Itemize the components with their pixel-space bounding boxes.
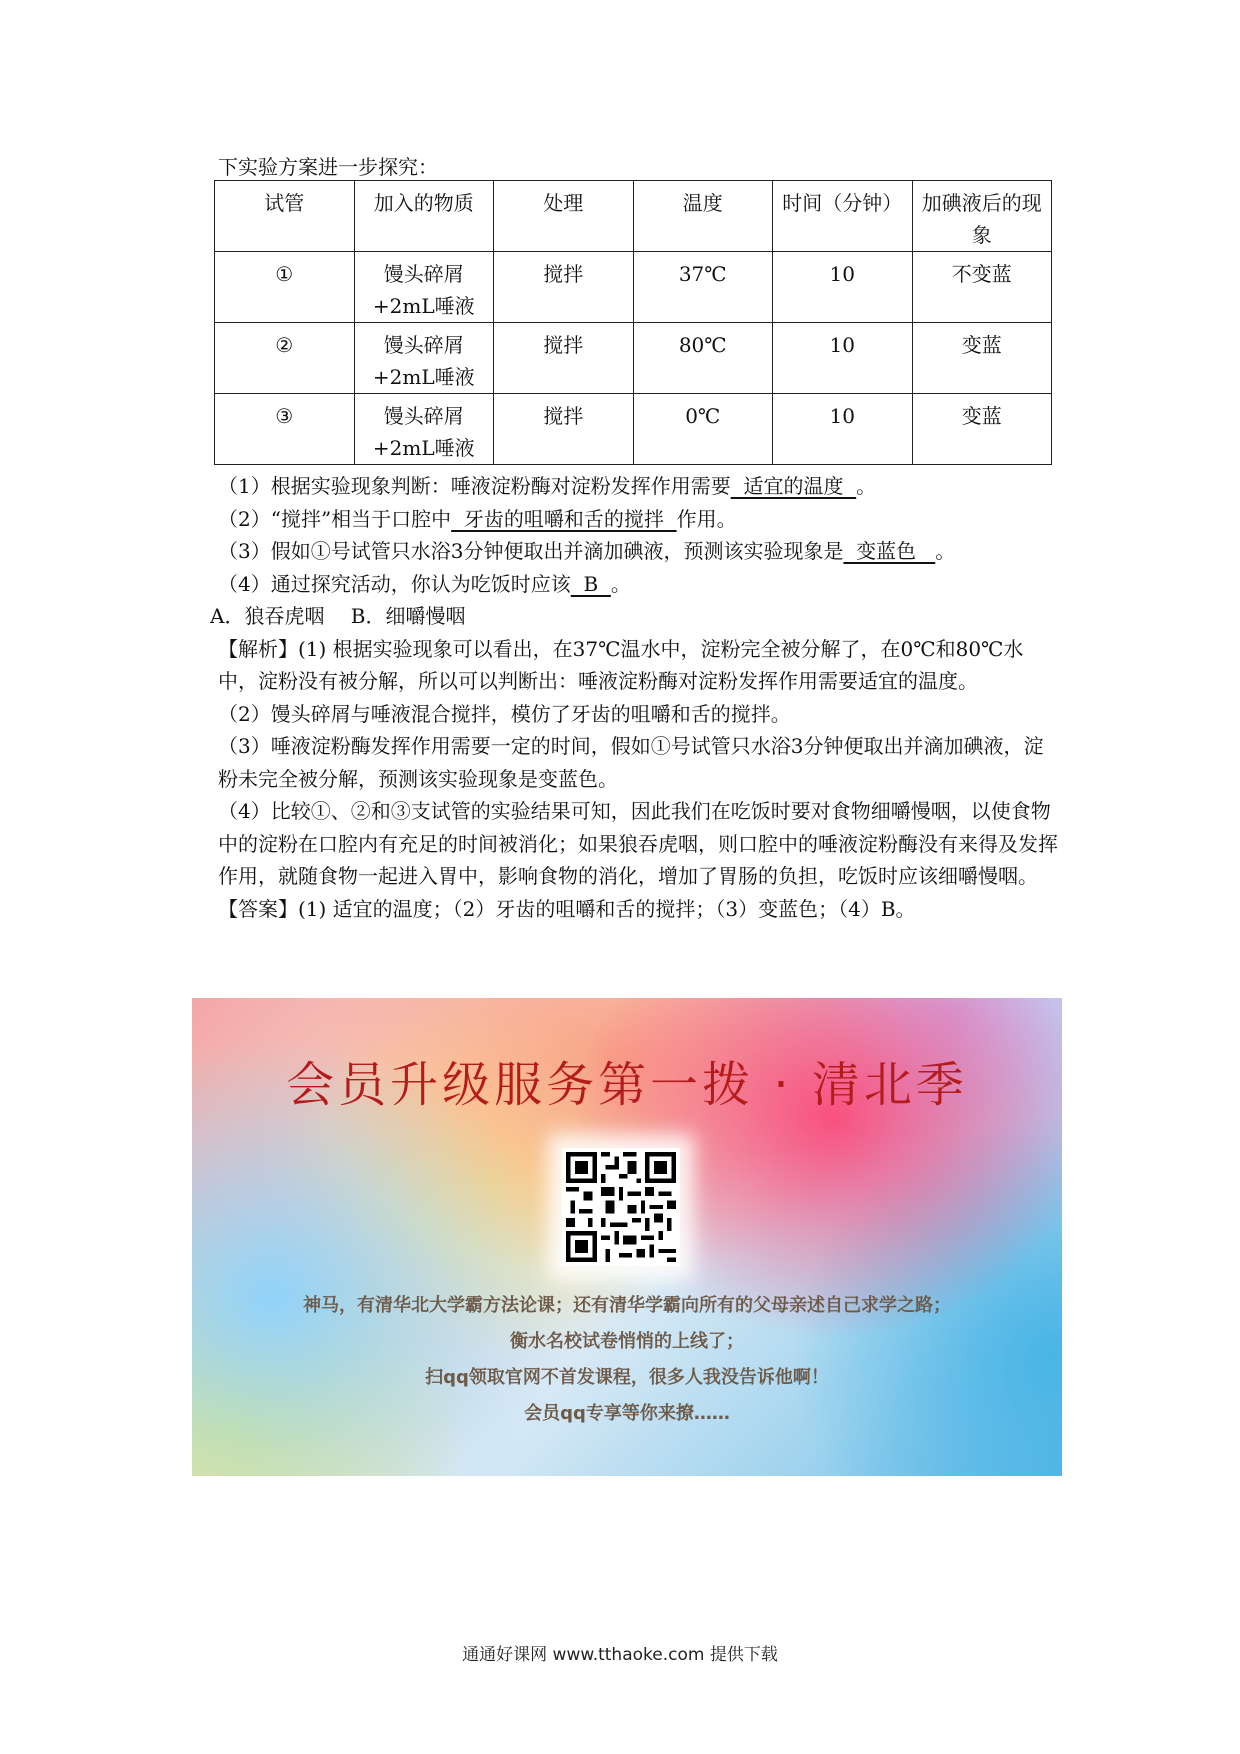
promo-banner xyxy=(192,998,1062,1476)
question-4-options: A．狼吞虎咽 B．细嚼慢咽 xyxy=(210,604,466,628)
table-header-cell: 试管 xyxy=(215,181,355,252)
question-3-answer-blank: 变蓝色 xyxy=(843,539,936,563)
table-cell: 馒头碎屑+2mL唾液 xyxy=(354,323,494,394)
question-3-end: 。 xyxy=(935,539,956,563)
banner-title: 会员升级服务第一拨 · 清北季 xyxy=(286,1057,968,1113)
analysis-paragraph-3: （3）唾液淀粉酶发挥作用需要一定的时间，假如①号试管只水浴3分钟便取出并滴加碘液，淀粉未完全被分解，预测该实验现象是变蓝色。 xyxy=(218,734,1044,791)
table-cell: 搅拌 xyxy=(494,394,634,465)
table-cell: 80℃ xyxy=(633,323,773,394)
question-2-answer-blank: 牙齿的咀嚼和舌的搅拌 xyxy=(451,506,677,531)
table-cell: ② xyxy=(215,323,355,394)
table-header-row xyxy=(215,181,1052,252)
footer-credit: 通通好课网 www.tthaoke.com 提供下载 xyxy=(462,1645,778,1665)
banner-line: 衡水名校试卷悄悄的上线了； xyxy=(510,1331,744,1352)
analysis-paragraph-4: （4）比较①、②和③支试管的实验结果可知，因此我们在吃饭时要对食物细嚼慢咽，以使食物中的淀粉在口腔内有充足的时间被消化；如果狼吞虎咽，则口腔中的唾液淀粉酶没有来得及发挥作用，就随食物一起进入胃中，影响食物的消化，增加了胃肠的负担，吃饭时应该细嚼慢咽。 xyxy=(218,799,1058,888)
table-cell: 搅拌 xyxy=(494,323,634,394)
table-cell: 搅拌 xyxy=(494,252,634,323)
table-cell: ③ xyxy=(215,394,355,465)
question-4-answer-blank: B xyxy=(570,571,611,596)
question-1 xyxy=(218,470,1058,503)
table-cell: 10 xyxy=(773,394,913,465)
table-header-cell: 加入的物质 xyxy=(354,181,494,252)
question-3 xyxy=(218,535,1058,568)
banner-text-lines xyxy=(192,1288,1062,1432)
table-row xyxy=(215,323,1052,394)
question-2-text: （2）“搅拌”相当于口腔中 xyxy=(218,506,452,531)
question-4 xyxy=(218,568,1058,601)
intro-text: 下实验方案进一步探究： xyxy=(218,155,438,179)
question-2-end: 作用。 xyxy=(676,506,737,531)
question-1-end: 。 xyxy=(856,474,877,498)
banner-line: 神马，有清华北大学霸方法论课；还有清华学霸向所有的父母亲述自己求学之路； xyxy=(303,1295,951,1316)
questions-and-analysis xyxy=(210,470,1058,925)
answer-paragraph: 【答案】(1) 适宜的温度；（2）牙齿的咀嚼和舌的搅拌；（3）变蓝色；（4）B。 xyxy=(218,896,916,921)
banner-line: 会员qq专享等你来撩…… xyxy=(524,1403,730,1424)
table-cell: 馒头碎屑+2mL唾液 xyxy=(354,394,494,465)
qr-code-icon[interactable] xyxy=(562,1148,680,1266)
table-cell: ① xyxy=(215,252,355,323)
table-cell: 10 xyxy=(773,252,913,323)
table-header-cell: 温度 xyxy=(633,181,773,252)
table-header-cell: 处理 xyxy=(494,181,634,252)
experiment-table xyxy=(214,180,1052,465)
table-header-cell: 加碘液后的现象 xyxy=(912,181,1052,252)
question-2 xyxy=(218,503,1058,536)
table-cell: 变蓝 xyxy=(912,323,1052,394)
banner-line: 扫qq领取官网不首发课程，很多人我没告诉他啊！ xyxy=(425,1367,829,1388)
question-3-text: （3）假如①号试管只水浴3分钟便取出并滴加碘液，预测该实验现象是 xyxy=(218,539,844,563)
table-cell: 变蓝 xyxy=(912,394,1052,465)
table-cell: 37℃ xyxy=(633,252,773,323)
table-cell: 0℃ xyxy=(633,394,773,465)
table-header-cell: 时间（分钟） xyxy=(773,181,913,252)
question-4-text: （4）通过探究活动，你认为吃饭时应该 xyxy=(218,571,571,596)
table-cell: 馒头碎屑+2mL唾液 xyxy=(354,252,494,323)
table-row xyxy=(215,252,1052,323)
table-cell: 不变蓝 xyxy=(912,252,1052,323)
table-cell: 10 xyxy=(773,323,913,394)
question-1-answer-blank: 适宜的温度 xyxy=(730,474,857,498)
analysis-paragraph-1: 【解析】(1) 根据实验现象可以看出，在37℃温水中，淀粉完全被分解了，在0℃和80℃水中，淀粉没有被分解，所以可以判断出：唾液淀粉酶对淀粉发挥作用需要适宜的温度。 xyxy=(218,636,1024,693)
table-row xyxy=(215,394,1052,465)
analysis-paragraph-2: （2）馒头碎屑与唾液混合搅拌，模仿了牙齿的咀嚼和舌的搅拌。 xyxy=(218,701,791,726)
question-1-text: （1）根据实验现象判断：唾液淀粉酶对淀粉发挥作用需要 xyxy=(218,474,731,498)
question-4-end: 。 xyxy=(610,571,631,596)
